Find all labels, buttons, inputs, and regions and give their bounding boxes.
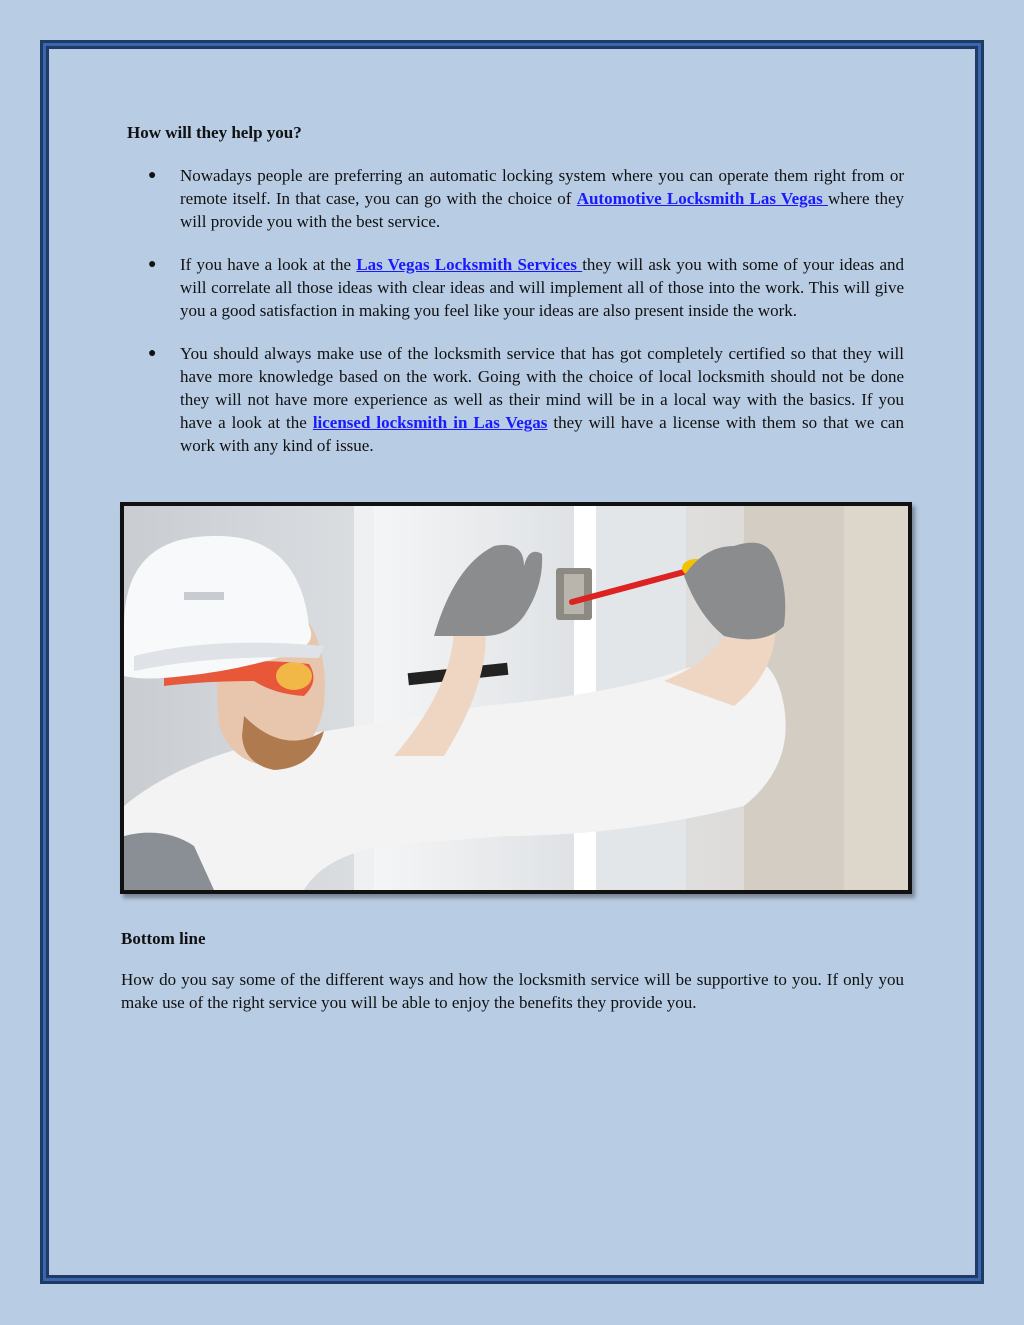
list-item-text: they will have a license with them so that we can work with any kind of issue. bbox=[180, 413, 904, 455]
list-item bbox=[148, 253, 904, 322]
benefits-list bbox=[148, 164, 904, 477]
list-item bbox=[148, 164, 904, 233]
locksmith-illustration bbox=[124, 506, 908, 890]
locksmith-photo bbox=[120, 502, 912, 894]
list-item-text: Nowadays people are preferring an automatic locking system where you can operate them right from or remote itself. In that case, you can go with the choice of bbox=[180, 166, 904, 208]
bullet-icon: ● bbox=[148, 257, 157, 272]
section-heading-help: How will they help you? bbox=[127, 123, 302, 142]
bullet-icon: ● bbox=[148, 168, 157, 183]
list-item-text: If you have a look at the bbox=[180, 255, 357, 274]
list-item bbox=[148, 342, 904, 457]
list-item-text: You should always make use of the locksmith service that has got completely certified so that they will have more knowledge based on the work. Going with the choice of local locksmith should not be done they will not have more experience as well as their mind will be in a local way with the basics. If you have a look at the bbox=[180, 344, 904, 432]
bullet-icon: ● bbox=[148, 346, 157, 361]
list-item-text: where they will provide you with the best service. bbox=[180, 189, 904, 231]
list-item-text: they will ask you with some of your ideas and will correlate all those ideas with clear ideas and will implement all of those into the work. This will give you a good satisfaction in making you feel like your ideas are also present inside the work. bbox=[180, 255, 905, 320]
locksmith-services-link[interactable]: Las Vegas Locksmith Services bbox=[356, 255, 583, 274]
automotive-locksmith-link[interactable]: Automotive Locksmith Las Vegas bbox=[576, 189, 828, 208]
section-heading-bottom-line: Bottom line bbox=[121, 929, 206, 948]
licensed-locksmith-link[interactable]: licensed locksmith in Las Vegas bbox=[312, 413, 548, 432]
bottom-line-paragraph: How do you say some of the different ways and how the locksmith service will be supportive to you. If only you make use of the right service you will be able to enjoy the benefits they provide you. bbox=[121, 970, 904, 1012]
